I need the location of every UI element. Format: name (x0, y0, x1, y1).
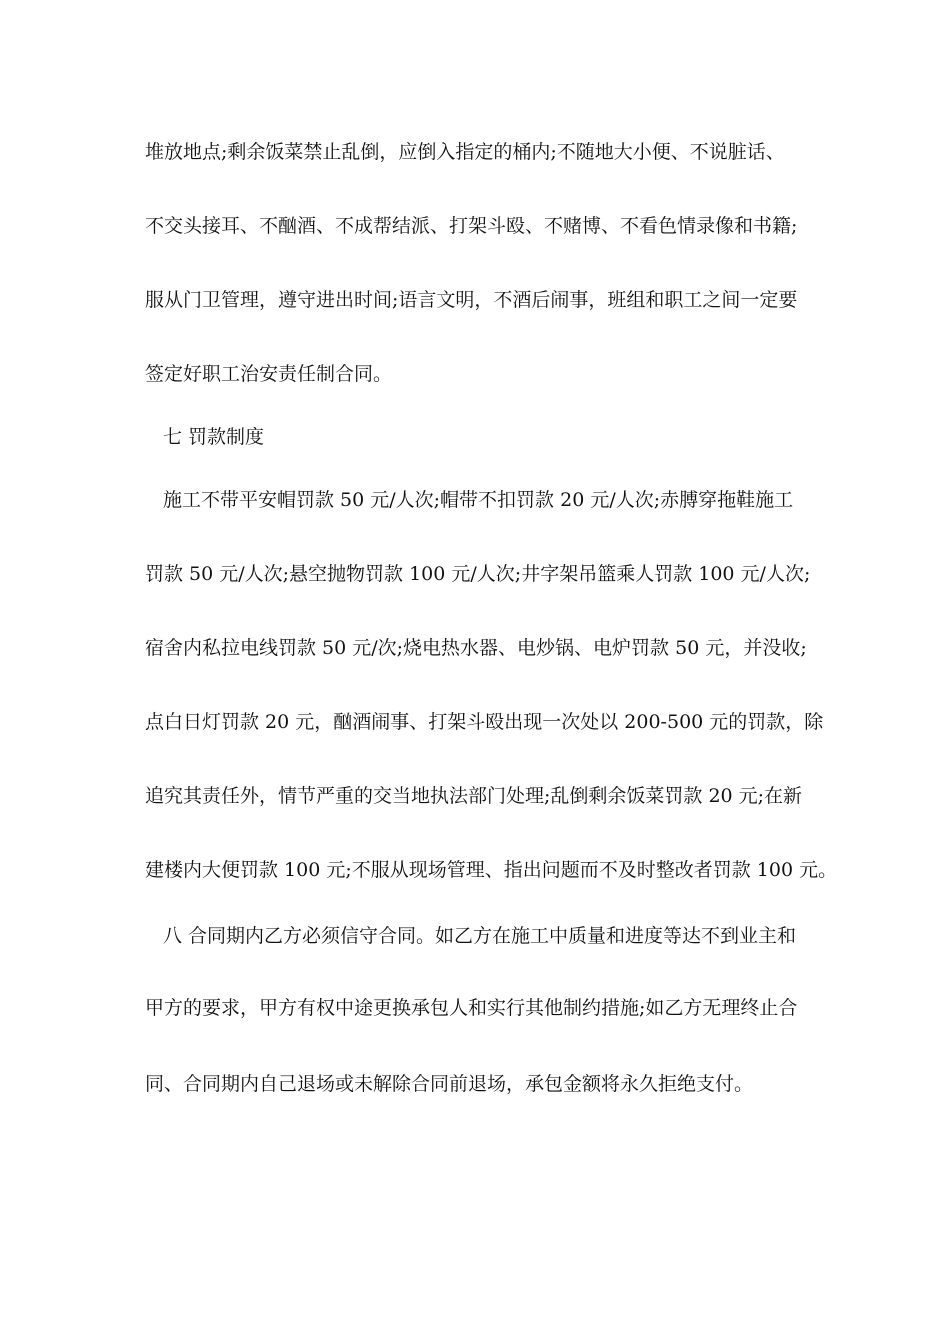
text-line: 堆放地点;剩余饭菜禁止乱倒，应倒入指定的桶内;不随地大小便、不说脏话、 (145, 141, 785, 163)
text-line: 甲方的要求，甲方有权中途更换承包人和实行其他制约措施;如乙方无理终止合 (145, 997, 798, 1019)
text-line: 施工不带平安帽罚款 50 元/人次;帽带不扣罚款 20 元/人次;赤膊穿拖鞋施工 (163, 489, 794, 511)
section-heading: 七 罚款制度 (163, 426, 265, 448)
text-line: 服从门卫管理，遵守进出时间;语言文明，不酒后闹事，班组和职工之间一定要 (145, 289, 798, 311)
text-line: 罚款 50 元/人次;悬空抛物罚款 100 元/人次;井字架吊篮乘人罚款 100 元/人次; (145, 563, 811, 585)
text-line: 宿舍内私拉电线罚款 50 元/次;烧电热水器、电炒锅、电炉罚款 50 元，并没收; (145, 637, 807, 659)
text-line: 建楼内大便罚款 100 元;不服从现场管理、指出问题而不及时整改者罚款 100 元。 (145, 859, 838, 881)
text-line: 不交头接耳、不酗酒、不成帮结派、打架斗殴、不赌博、不看色情录像和书籍; (145, 215, 798, 237)
text-line: 追究其责任外，情节严重的交当地执法部门处理;乱倒剩余饭菜罚款 20 元;在新 (145, 785, 803, 807)
text-line: 签定好职工治安责任制合同。 (145, 363, 393, 385)
text-line: 点白日灯罚款 20 元，酗酒闹事、打架斗殴出现一次处以 200-500 元的罚款，除 (145, 711, 824, 733)
text-line: 同、合同期内自己退场或未解除合同前退场，承包金额将永久拒绝支付。 (145, 1073, 754, 1095)
section-heading: 八 合同期内乙方必须信守合同。如乙方在施工中质量和进度等达不到业主和 (163, 925, 797, 947)
